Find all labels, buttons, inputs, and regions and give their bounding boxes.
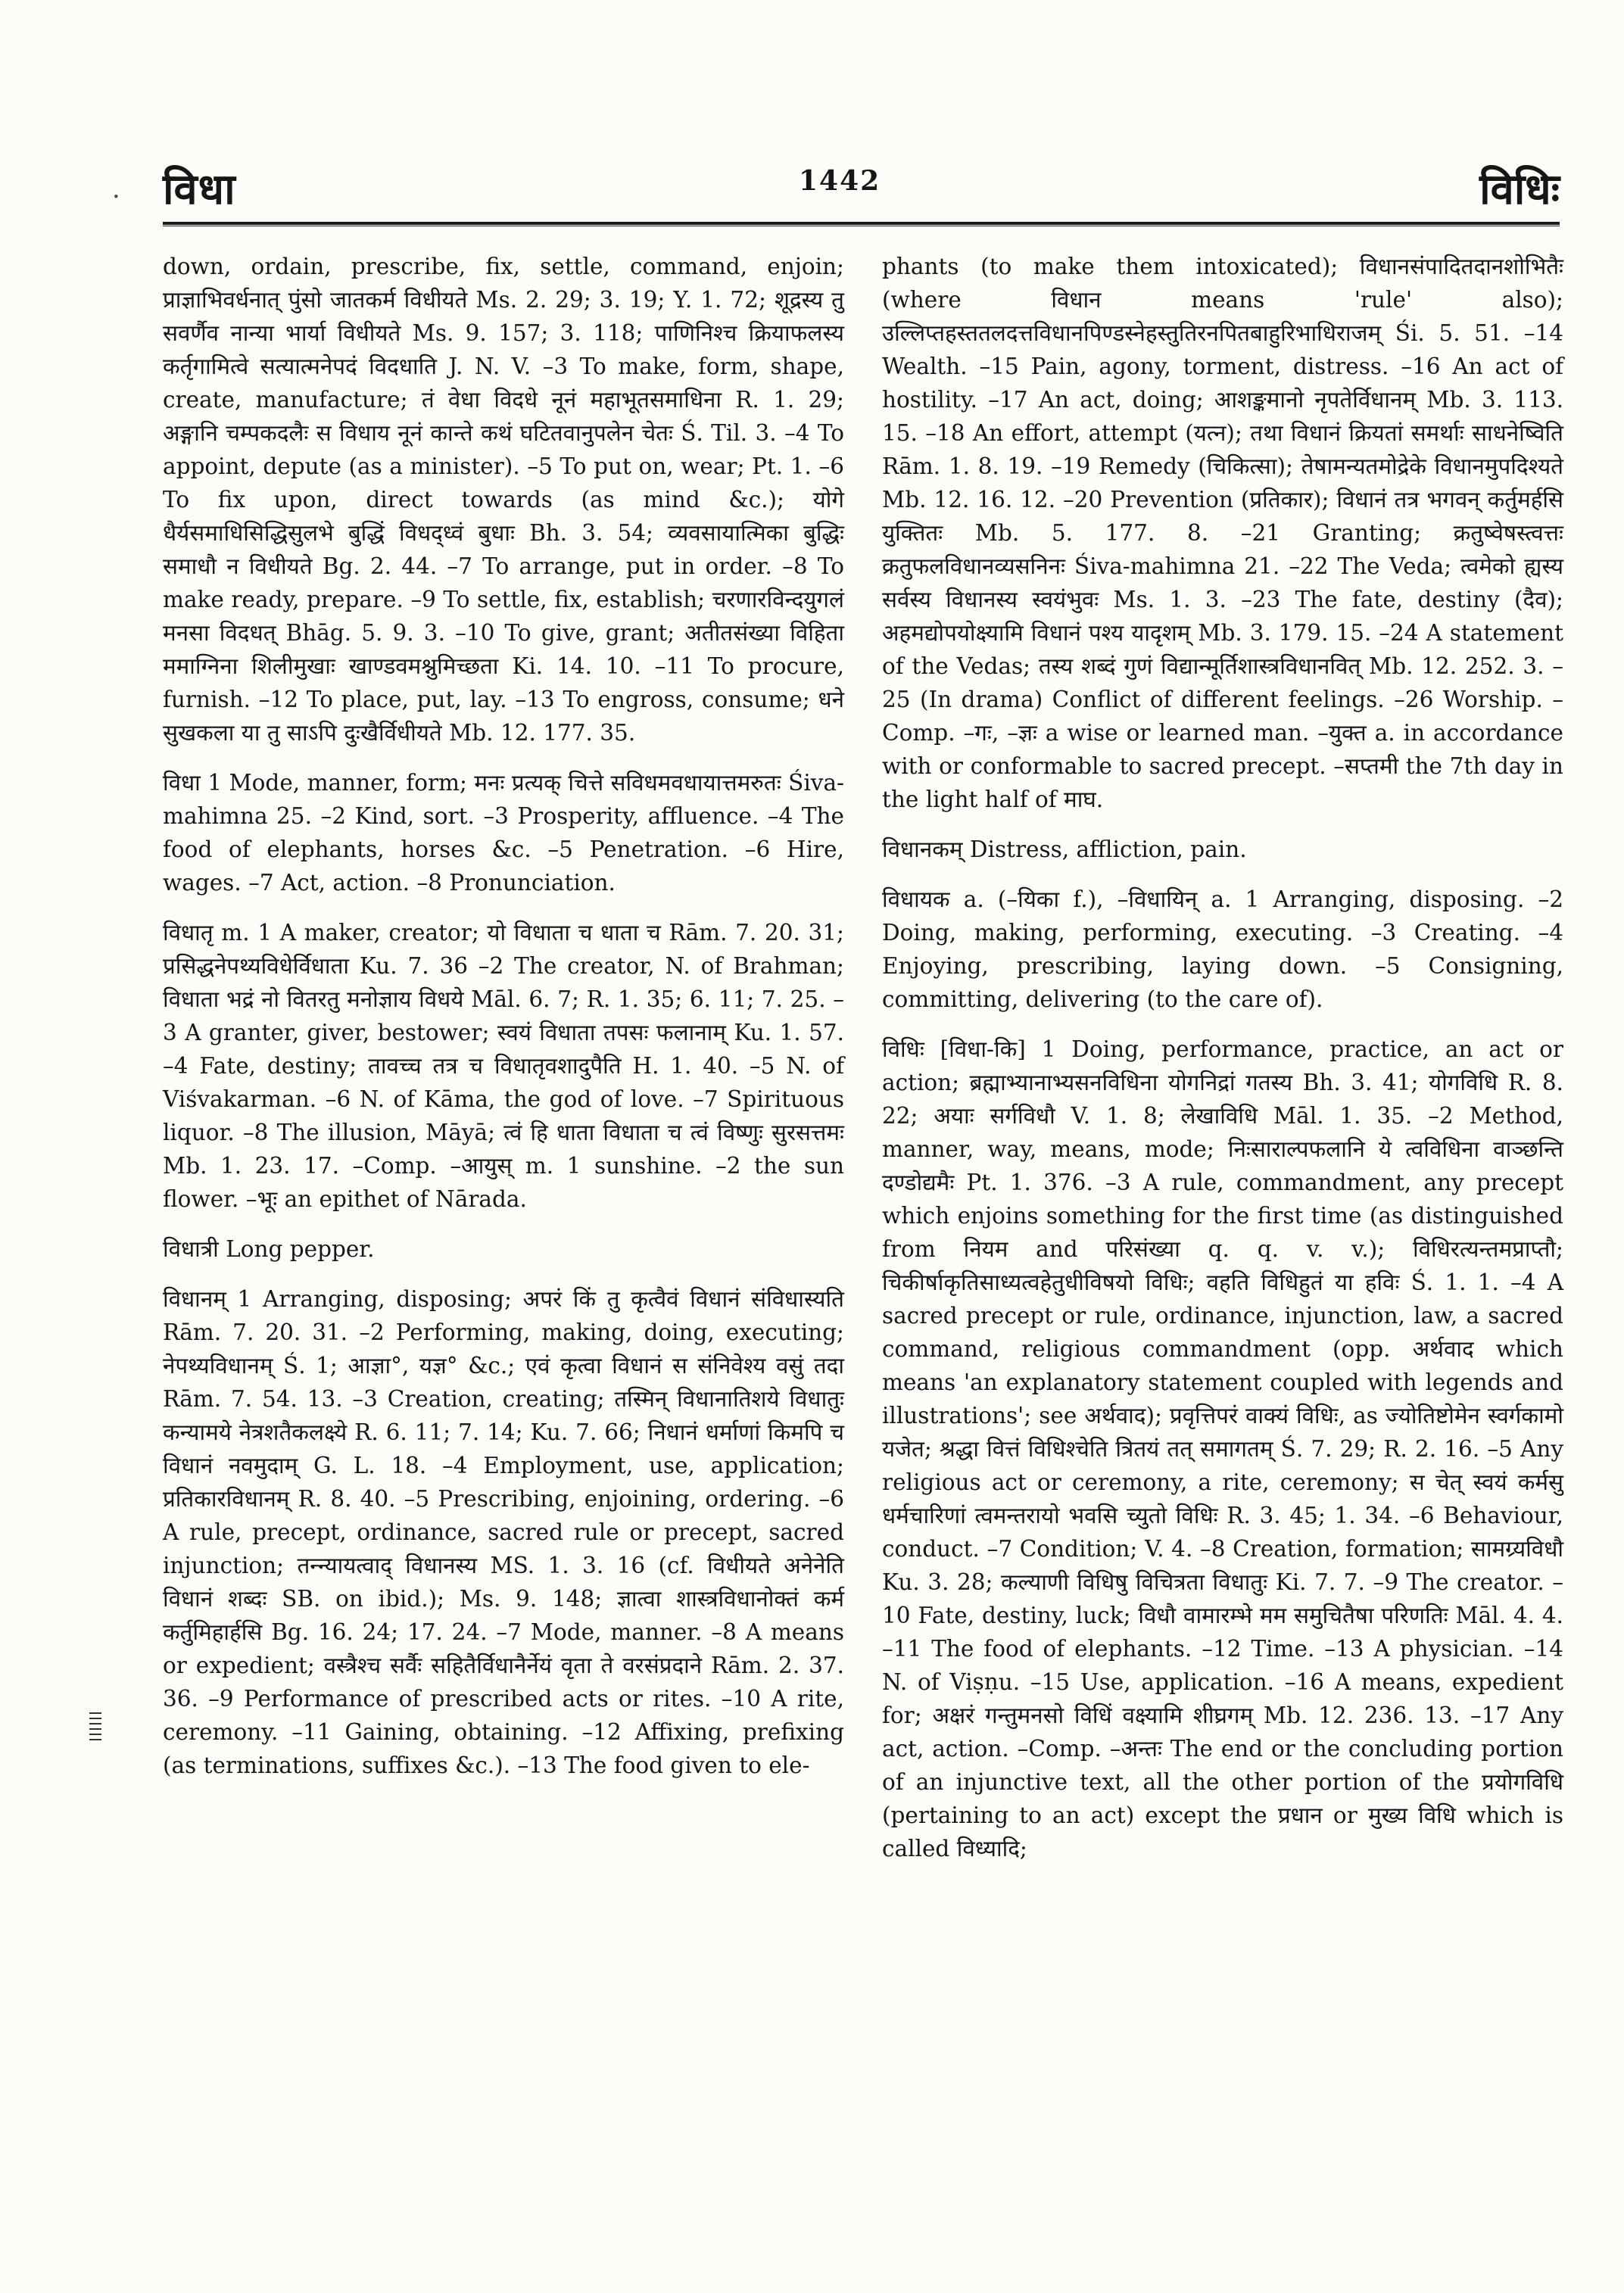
- right-column: [882, 250, 1563, 1882]
- margin-marker: [89, 1712, 101, 1746]
- entry-vidhatr: विधातृ m. 1 A maker, creator; यो विधाता च धाता च Rām. 7. 20. 31; प्रसिद्धनेपथ्यविधेर्विधाता Ku. 7. 36 –2 The creator, N. of Brahman; विधाता भद्रं नो वितरतु मनोज्ञाय विधये Māl. 6. 7; R. 1. 35; 6. 11; 7. 25. –3 A granter, giver, bestower; स्वयं विधाता तपसः फलानाम् Ku. 1. 57. –4 Fate, destiny; तावच्च तत्र च विधातृवशादुपैति H. 1. 40. –5 N. of Viśvakarman. –6 N. of Kāma, the god of love. –7 Spirituous liquor. –8 The illusion, Māyā; त्वं हि धाता विधाता च त्वं विष्णुः सुरसत्तमः Mb. 1. 23. 17. –Comp. –आयुस् m. 1 sunshine. –2 the sun flower. –भूः an epithet of Nārada.: [163, 920, 844, 1212]
- header-rule: [163, 222, 1560, 226]
- left-running-headword: विधा: [163, 164, 236, 214]
- entry-vidhayaka: विधायक a. (–यिका f.), –विधायिन् a. 1 Arranging, disposing. –2 Doing, making, performing, executing. –3 Creating. –4 Enjoying, prescribing, laying down. –5 Consigning, committing, delivering (to the care of).: [882, 886, 1563, 1012]
- entry-vidhanakam: विधानकम् Distress, affliction, pain.: [882, 837, 1247, 862]
- entry-vidha-continued: down, ordain, prescribe, fix, settle, command, enjoin; प्राज्ञाभिवर्धनात् पुंसो जातकर्म विधीयते Ms. 2. 29; 3. 19; Y. 1. 72; शूद्रस्य तु सवर्णैव नान्या भार्या विधीयते Ms. 9. 157; 3. 118; पाणिनिश्च क्रियाफलस्य कर्तृगामित्वे सत्यात्मनेपदं विदधाति J. N. V. –3 To make, form, shape, create, manufacture; तं वेधा विदधे नूनं महाभूतसमाधिना R. 1. 29; अङ्गानि चम्पकदलैः स विधाय नूनं कान्ते कथं घटितवानुपलेन चेतः Ś. Til. 3. –4 To appoint, depute (as a minister). –5 To put on, wear; Pt. 1. –6 To fix upon, direct towards (as mind &c.); योगे धैर्यसमाधिसिद्धिसुलभे बुद्धिं विधद्ध्वं बुधाः Bh. 3. 54; व्यवसायात्मिका बुद्धिः समाधौ न विधीयते Bg. 2. 44. –7 To arrange, put in order. –8 To make ready, prepare. –9 To settle, fix, establish; चरणारविन्दयुगलं मनसा विदधत् Bhāg. 5. 9. 3. –10 To give, grant; अतीतसंख्या विहिता ममाग्निना शिलीमुखाः खाण्डवमश्नुमिच्छता Ki. 14. 10. –11 To procure, furnish. –12 To place, put, lay. –13 To engross, consume; धने सुखकला या तु साऽपि दुःखैर्विधीयते Mb. 12. 177. 35.: [163, 254, 844, 746]
- corner-mark: ·: [112, 182, 120, 212]
- entry-vidhanam: विधानम् 1 Arranging, disposing; अपरं किं तु कृत्वैवं विधानं संविधास्यति Rām. 7. 20. 31. –2 Performing, making, doing, executing; नेपथ्यविधानम् Ś. 1; आज्ञा°, यज्ञ° &c.; एवं कृत्वा विधानं स संनिवेश्य वसुं तदा Rām. 7. 54. 13. –3 Creation, creating; तस्मिन् विधानातिशये विधातुः कन्यामये नेत्रशतैकलक्ष्ये R. 6. 11; 7. 14; Ku. 7. 66; निधानं धर्माणां किमपि च विधानं नवमुदाम् G. L. 18. –4 Employment, use, application; प्रतिकारविधानम् R. 8. 40. –5 Prescribing, enjoining, ordering. –6 A rule, precept, ordinance, sacred rule or precept, sacred injunction; तन्न्यायत्वाद् विधानस्य MS. 1. 3. 16 (cf. विधीयते अनेनेति विधानं शब्दः SB. on ibid.); Ms. 9. 148; ज्ञात्वा शास्त्रविधानोक्तं कर्म कर्तुमिहार्हसि Bg. 16. 24; 17. 24. –7 Mode, manner. –8 A means or expedient; वस्त्रैश्च सर्वैः सहितैर्विधानैर्नेयं वृता ते वरसंप्रदाने Rām. 2. 37. 36. –9 Performance of prescribed acts or rites. –10 A rite, ceremony. –11 Gaining, obtaining. –12 Affixing, prefixing (as terminations, suffixes &c.). –13 The food given to ele-: [163, 1286, 844, 1778]
- page-header: [163, 151, 1560, 220]
- entry-vidha: विधा 1 Mode, manner, form; मनः प्रत्यक् चित्ते सविधमवधायात्तमरुतः Śiva-mahimna 25. –2 Kind, sort. –3 Prosperity, affluence. –4 The food of elephants, horses &c. –5 Penetration. –6 Hire, wages. –7 Act, action. –8 Pronunciation.: [163, 770, 844, 896]
- right-running-headword: विधिः: [1479, 164, 1560, 214]
- entry-vidhatri: विधात्री Long pepper.: [163, 1236, 375, 1262]
- entry-vidhanam-continued: phants (to make them intoxicated); विधानसंपादितदानशोभितैः (where विधान means 'rule' also); उल्लिप्तहस्ततलदत्तविधानपिण्डस्नेहस्तुतिरनपितबाहुरिभाधिराजम् Śi. 5. 51. –14 Wealth. –15 Pain, agony, torment, distress. –16 An act of hostility. –17 An act, doing; आशङ्कमानो नृपतेर्विधानम् Mb. 3. 113. 15. –18 An effort, attempt (यत्न); तथा विधानं क्रियतां समर्थाः साधनेष्विति Rām. 1. 8. 19. –19 Remedy (चिकित्सा); तेषामन्यतमोद्रेके विधानमुपदिश्यते Mb. 12. 16. 12. –20 Prevention (प्रतिकार); विधानं तत्र भगवन् कर्तुमर्हसि युक्तितः Mb. 5. 177. 8. –21 Granting; क्रतुष्वेषस्त्वत्तः क्रतुफलविधानव्यसनिनः Śiva-mahimna 21. –22 The Veda; त्वमेको ह्यस्य सर्वस्य विधानस्य स्वयंभुवः Ms. 1. 3. –23 The fate, destiny (दैव); अहमद्योपयोक्ष्यामि विधानं पश्य यादृशम् Mb. 3. 179. 15. –24 A statement of the Vedas; तस्य शब्दं गुणं विद्यान्मूर्तिशास्त्रविधानवित् Mb. 12. 252. 3. –25 (In drama) Conflict of different feelings. –26 Worship. –Comp. –गः, –ज्ञः a wise or learned man. –युक्त a. in accordance with or conformable to sacred precept. –सप्तमी the 7th day in the light half of माघ.: [882, 254, 1563, 812]
- left-column: [163, 250, 844, 1799]
- entry-vidhih: विधिः [विधा-कि] 1 Doing, performance, practice, an act or action; ब्रह्माभ्यानाभ्यसनविधिना योगनिद्रां गतस्य Bh. 3. 41; योगविधि R. 8. 22; अयाः सर्गविधौ V. 1. 8; लेखाविधि Māl. 1. 35. –2 Method, manner, way, means, mode; निःसाराल्पफलानि ये त्वविधिना वाञ्छन्ति दण्डोद्यमैः Pt. 1. 376. –3 A rule, commandment, any precept which enjoins something for the first time (as distinguished from नियम and परिसंख्या q. q. v. v.); विधिरत्यन्तमप्राप्तौ; चिकीर्षाकृतिसाध्यत्वहेतुधीविषयो विधिः; वहति विधिहुतं या हविः Ś. 1. 1. –4 A sacred precept or rule, ordinance, injunction, law, a sacred command, religious commandment (opp. अर्थवाद which means 'an explanatory statement coupled with legends and illustrations'; see अर्थवाद); प्रवृत्तिपरं वाक्यं विधिः, as ज्योतिष्टोमेन स्वर्गकामो यजेत; श्रद्धा वित्तं विधिश्चेति त्रितयं तत् समागतम् Ś. 7. 29; R. 2. 16. –5 Any religious act or ceremony, a rite, ceremony; स चेत् स्वयं कर्मसु धर्मचारिणां त्वमन्तरायो भवसि च्युतो विधिः R. 3. 45; 1. 34. –6 Behaviour, conduct. –7 Condition; V. 4. –8 Creation, formation; सामग्र्यविधौ Ku. 3. 28; कल्याणी विधिषु विचित्रता विधातुः Ki. 7. 7. –9 The creator. –10 Fate, destiny, luck; विधौ वामारम्भे मम समुचितैषा परिणतिः Māl. 4. 4. –11 The food of elephants. –12 Time. –13 A physician. –14 N. of Viṣṇu. –15 Use, application. –16 A means, expedient for; अक्षरं गन्तुमनसो विधिं वक्ष्यामि शीघ्रगम् Mb. 12. 236. 13. –17 Any act, action. –Comp. –अन्तः The end or the concluding portion of an injunctive text, all the other portion of the प्रयोगविधि (pertaining to an act) except the प्रधान or मुख्य विधि which is called विध्यादि;: [882, 1036, 1563, 1862]
- page-number: 1442: [799, 165, 881, 197]
